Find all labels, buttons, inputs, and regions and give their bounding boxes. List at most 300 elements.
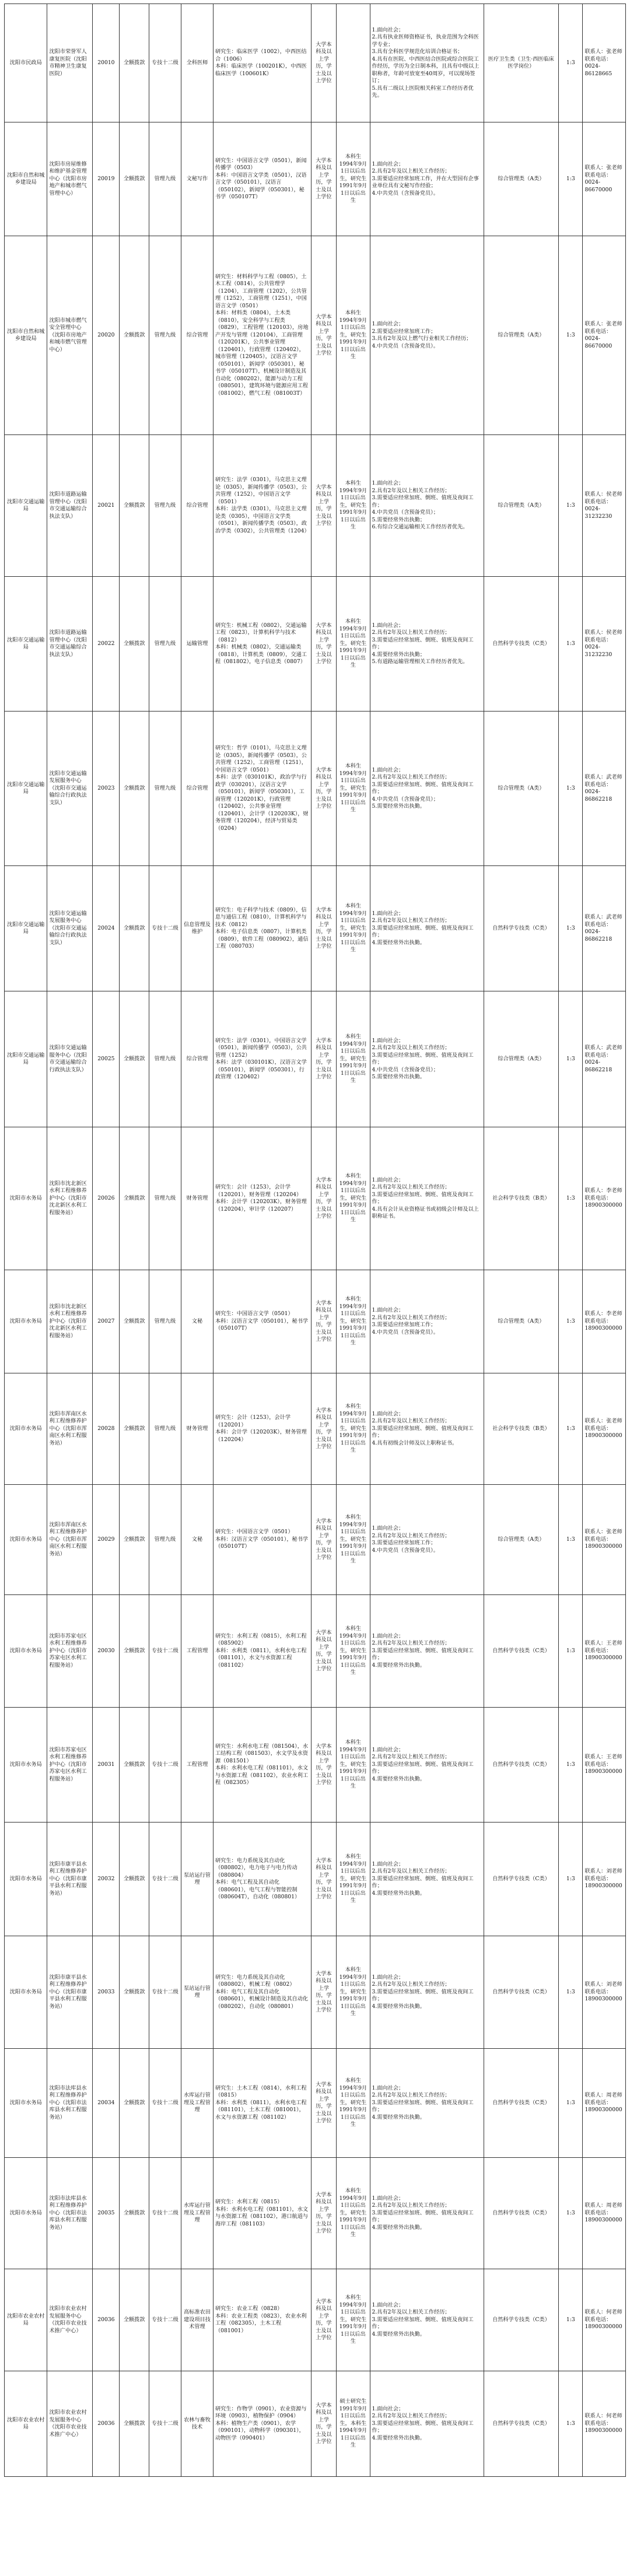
contact-cell-text: 联系人：张老师 联系电话：0024-86670000 — [584, 164, 622, 193]
code-cell-text: 20023 — [97, 784, 115, 791]
dept-cell-text: 沈阳市交通运输局 — [7, 636, 45, 650]
dept-cell — [5, 991, 47, 1127]
contact-cell — [583, 991, 626, 1127]
other-cell-text: 1.面向社会； 2.具有2年及以上相关工作经历； 3.需要适应经常加班工作； 4.中共党员（含预备党员）。 — [372, 1307, 450, 1336]
job-table — [4, 3, 626, 2477]
contact-cell-text: 联系人：张老师 联系电话：0024-86128665 — [584, 48, 622, 77]
code-cell-text: 20019 — [97, 175, 115, 182]
age-cell — [337, 1485, 370, 1595]
other-cell — [370, 1708, 484, 1823]
post-cell — [181, 1485, 213, 1595]
age-cell-text: 本科生1994年9月1日以后出生，研究生1991年9月1日以后出生 — [339, 1033, 368, 1084]
dept-cell — [5, 1708, 47, 1823]
unit-cell-text: 沈阳市康平县水利工程维修养护中心（沈阳市康平县水利工程服务站） — [49, 1860, 87, 1897]
contact-cell-text: 联系人：侯老师 联系电话：0024-31232230 — [584, 629, 622, 658]
unit-cell-text: 沈阳市浑南区水利工程维修养护中心（沈阳市浑南区水利工程服务站） — [49, 1410, 87, 1446]
age-cell — [337, 236, 370, 435]
edu-cell — [311, 577, 337, 712]
unit-cell — [47, 991, 93, 1127]
contact-cell-text: 联系人：王老师 联系电话：18900300000 — [584, 1754, 622, 1775]
unit-cell — [47, 1708, 93, 1823]
dept-cell-text: 沈阳市水务局 — [9, 1425, 42, 1432]
unit-cell-text: 沈阳市沈北新区水利工程维修养护中心（沈阳市沈北新区水利工程服务站） — [49, 1303, 87, 1339]
nature-cell-text: 全额拨款 — [123, 1647, 145, 1654]
code-cell — [93, 435, 120, 577]
dept-cell — [5, 577, 47, 712]
ratio-cell-text: 1:3 — [566, 640, 575, 647]
other-cell-text: 1.面向社会； 2.具有2年及以上相关工作经历； 3.需要适应经常加班、倒班、值班及夜间工作； 4.中共党员（含预备党员）； 5.需要经常外出执勤； 6.有综合交通运输相关工作经历者优先。 — [372, 480, 474, 531]
edu-cell — [311, 1485, 337, 1595]
unit-cell — [47, 2269, 93, 2371]
dept-cell — [5, 1485, 47, 1595]
nature-cell — [120, 2158, 149, 2269]
post-cell-text: 泵站运行管理 — [183, 1871, 211, 1885]
age-cell — [337, 577, 370, 712]
nature-cell-text: 全额拨款 — [123, 2316, 145, 2323]
post-cell-text: 文秘 — [191, 1536, 203, 1543]
edu-cell — [311, 991, 337, 1127]
major-cell — [214, 2158, 312, 2269]
contact-cell-text: 联系人：武老师 联系电话：0024-86862218 — [584, 774, 622, 802]
ratio-cell-text: 1:3 — [566, 175, 575, 182]
exam-cell — [484, 577, 559, 712]
exam-cell-text: 综合管理类（A类） — [498, 1055, 545, 1062]
exam-cell-text: 自然科学专技类（C类） — [492, 2099, 550, 2106]
code-cell — [93, 2269, 120, 2371]
level-cell — [149, 712, 181, 866]
level-cell — [149, 1708, 181, 1823]
edu-cell — [311, 2371, 337, 2477]
level-cell-text: 管理九级 — [154, 1055, 176, 1062]
level-cell — [149, 2269, 181, 2371]
dept-cell — [5, 2049, 47, 2158]
age-cell — [337, 1595, 370, 1708]
dept-cell-text: 沈阳市水务局 — [9, 1317, 42, 1324]
table-row — [5, 122, 626, 236]
dept-cell — [5, 2269, 47, 2371]
ratio-cell-text: 1:3 — [566, 2420, 575, 2427]
exam-cell — [484, 866, 559, 991]
age-cell — [337, 866, 370, 991]
edu-cell — [311, 2269, 337, 2371]
major-cell-text: 研究生：水利工程（0815），水利工程（085902） 本科：水利类（0811），水利水电工程（081101），水文与水资源工程（081102） — [215, 1632, 307, 1669]
major-cell-text: 研究生：材料科学与工程（0805），土木工程（0814），公共管理学（1204），工商管理（1202），公共管理（1252），工商管理（1251），中国语言文学（0501） 本科：材料类（0804），土木类（0810），安全科学与工程类（0829），工程管理（120103），房地产开发与管理（120104），工商管理（120201K），公共事业管理（120401），行政管理（120402），城市管理（120405），汉语言文学（050101），新闻学（050301），秘书学（050107T），机械设计制造及其自动化（080202），能源与动力工程（080501），建筑环境与能源应用工程（081002），燃气工程（081003T） — [215, 273, 309, 397]
exam-cell — [484, 1595, 559, 1708]
code-cell — [93, 1708, 120, 1823]
level-cell-text: 管理九级 — [154, 175, 176, 182]
age-cell — [337, 2269, 370, 2371]
age-cell — [337, 1936, 370, 2049]
contact-cell — [583, 1595, 626, 1708]
ratio-cell — [559, 866, 583, 991]
other-cell — [370, 1595, 484, 1708]
nature-cell — [120, 1823, 149, 1936]
dept-cell-text: 沈阳市交通运输局 — [7, 1052, 45, 1066]
major-cell — [214, 2049, 312, 2158]
other-cell — [370, 2269, 484, 2371]
nature-cell — [120, 712, 149, 866]
dept-cell — [5, 1595, 47, 1708]
unit-cell-text: 沈阳市浑南区水利工程维修养护中心（沈阳市浑南区水利工程服务站） — [49, 1521, 87, 1557]
other-cell-text: 1.面向社会； 2.具有2年及以上相关工作经历； 3.需要适应经常加班、倒班、值班及夜间工作； 4.需要经常外出执勤。 — [372, 2084, 474, 2121]
post-cell — [181, 2371, 213, 2477]
dept-cell-text: 沈阳市自然和城乡建设局 — [7, 328, 45, 342]
code-cell-text: 20036 — [97, 2420, 115, 2427]
contact-cell — [583, 1823, 626, 1936]
age-cell — [337, 1127, 370, 1270]
post-cell-text: 水库运行管理及工程管理 — [183, 2202, 211, 2224]
exam-cell-text: 社会科学专技类（B类） — [492, 1194, 550, 1201]
other-cell — [370, 712, 484, 866]
level-cell-text: 管理九级 — [154, 502, 176, 509]
edu-cell — [311, 712, 337, 866]
exam-cell — [484, 2269, 559, 2371]
job-table-body — [5, 4, 626, 2477]
major-cell-text: 研究生：电力系统及其自动化（080802），电力电子与电力传动（080804） 本科：电气工程及其自动化（080601），电气工程与智能控制（080604T），自动化（080801） — [215, 1857, 300, 1900]
nature-cell-text: 全额拨款 — [123, 1055, 145, 1062]
contact-cell-text: 联系人：武老师 联系电话：0024-86862218 — [584, 914, 622, 942]
other-cell-text: 1.面向社会； 2.具有2年及以上相关工作经历； 3.需要适应经常加班、倒班、值班及夜间工作； 4.中共党员（含预备党员）； 5.需要经常外出执勤。 — [372, 1037, 474, 1080]
unit-cell-text: 沈阳市康平县水利工程维修养护中心（沈阳市康平县水利工程服务站） — [49, 1974, 87, 2010]
post-cell — [181, 1127, 213, 1270]
age-cell-text: 本科生1994年9月1日以后出生，研究生1991年9月1日以后出生 — [339, 480, 368, 531]
edu-cell-text: 大学本科及以上学历，学士及以上学位 — [316, 1743, 332, 1786]
level-cell — [149, 2371, 181, 2477]
unit-cell-text: 沈阳市农业农村发展服务中心（沈阳市农业技术推广中心） — [49, 2409, 87, 2438]
code-cell — [93, 122, 120, 236]
age-cell-text: 本科生1994年9月1日以后出生，研究生1991年9月1日以后出生 — [339, 1853, 368, 1904]
exam-cell — [484, 1936, 559, 2049]
nature-cell-text: 全额拨款 — [123, 1761, 145, 1768]
ratio-cell — [559, 1936, 583, 2049]
edu-cell-text: 大学本科及以上学历，学士及以上学位 — [316, 313, 332, 356]
major-cell — [214, 122, 312, 236]
post-cell-text: 综合管理 — [186, 502, 208, 509]
ratio-cell-text: 1:3 — [566, 1055, 575, 1062]
unit-cell-text: 沈阳市道路运输管理中心（沈阳市交通运输综合执法支队） — [49, 629, 87, 658]
level-cell-text: 专技十二级 — [151, 59, 178, 66]
other-cell — [370, 577, 484, 712]
other-cell-text: 1.面向社会； 2.具有2年及以上相关工作经历； 3.需要适应经常加班、倒班、值班及夜间工作； 4.需要经常外出执勤。 — [372, 1974, 474, 2010]
major-cell-text: 研究生：土木工程（0814），水利工程（0815） 本科：水利类（0811），水利水电工程（081101），土木工程（081001），水文与水资源工程（081102） — [215, 2084, 307, 2121]
ratio-cell-text: 1:3 — [566, 502, 575, 509]
exam-cell-text: 综合管理类（A类） — [498, 331, 545, 338]
unit-cell — [47, 1485, 93, 1595]
table-row — [5, 1127, 626, 1270]
nature-cell-text: 全额拨款 — [123, 784, 145, 791]
nature-cell — [120, 866, 149, 991]
table-row — [5, 4, 626, 122]
level-cell — [149, 122, 181, 236]
other-cell-text: 1.面向社会； 2.具有执业医师资格证书，执业范围为全科医学专业； 3.具有全科医学规范化培训合格证书； 4.具有在医院、中西医结合医院或综合医院工作经历，学历为全日制本科，且具有中级以上职称者，年龄可放宽至40周岁，可以现场签订； 5.具有二级以上医院相关科室工作经历者优先。 — [372, 26, 480, 99]
unit-cell — [47, 1270, 93, 1373]
exam-cell-text: 自然科学专技类（C类） — [492, 924, 550, 931]
code-cell — [93, 1373, 120, 1485]
code-cell — [93, 1823, 120, 1936]
dept-cell — [5, 122, 47, 236]
exam-cell-text: 自然科学专技类（C类） — [492, 2209, 550, 2216]
unit-cell — [47, 2371, 93, 2477]
nature-cell-text: 全额拨款 — [123, 640, 145, 647]
nature-cell — [120, 2269, 149, 2371]
nature-cell — [120, 122, 149, 236]
code-cell — [93, 866, 120, 991]
age-cell — [337, 991, 370, 1127]
exam-cell — [484, 2371, 559, 2477]
post-cell-text: 水库运行管理及工程管理 — [183, 2092, 211, 2114]
post-cell-text: 工程管理 — [186, 1761, 208, 1768]
contact-cell-text: 联系人：周老师 联系电话：18900300000 — [584, 2202, 622, 2224]
level-cell-text: 专技十二级 — [151, 2209, 178, 2216]
post-cell — [181, 2158, 213, 2269]
nature-cell — [120, 1708, 149, 1823]
age-cell-text: 本科生1994年9月1日以后出生，研究生1991年9月1日以后出生 — [339, 2077, 368, 2128]
contact-cell — [583, 435, 626, 577]
exam-cell — [484, 2049, 559, 2158]
nature-cell-text: 全额拨款 — [123, 1317, 145, 1324]
post-cell — [181, 866, 213, 991]
major-cell — [214, 712, 312, 866]
major-cell — [214, 1373, 312, 1485]
post-cell-text: 财务管理 — [186, 1425, 208, 1432]
level-cell-text: 专技十二级 — [151, 1761, 178, 1768]
ratio-cell — [559, 236, 583, 435]
code-cell-text: 20027 — [97, 1317, 115, 1324]
dept-cell — [5, 435, 47, 577]
other-cell — [370, 1373, 484, 1485]
age-cell-text: 本科生1994年9月1日以后出生，研究生1991年9月1日以后出生 — [339, 618, 368, 669]
contact-cell — [583, 2371, 626, 2477]
contact-cell-text: 联系人：何老师 联系电话：18900300000 — [584, 2309, 622, 2330]
table-row — [5, 866, 626, 991]
code-cell — [93, 1485, 120, 1595]
ratio-cell — [559, 991, 583, 1127]
exam-cell-text: 综合管理类（A类） — [498, 784, 545, 791]
edu-cell — [311, 1936, 337, 2049]
nature-cell — [120, 1373, 149, 1485]
code-cell — [93, 236, 120, 435]
edu-cell — [311, 1373, 337, 1485]
post-cell — [181, 1270, 213, 1373]
code-cell — [93, 712, 120, 866]
contact-cell — [583, 1270, 626, 1373]
post-cell — [181, 577, 213, 712]
exam-cell — [484, 1127, 559, 1270]
other-cell — [370, 4, 484, 122]
table-row — [5, 236, 626, 435]
unit-cell-text: 沈阳市房屋维修和维护基金管理中心（沈阳市房地产和城市燃气管理中心） — [49, 160, 87, 197]
other-cell-text: 1.面向社会； 2.具有2年及以上相关工作经历； 3.需要适应经常加班、倒班、值班及夜间工作； 4.需要经常外出执勤。 — [372, 1632, 474, 1669]
nature-cell-text: 全额拨款 — [123, 924, 145, 931]
level-cell — [149, 1270, 181, 1373]
table-row — [5, 1708, 626, 1823]
dept-cell — [5, 1936, 47, 2049]
dept-cell — [5, 1270, 47, 1373]
nature-cell — [120, 4, 149, 122]
code-cell — [93, 991, 120, 1127]
contact-cell — [583, 866, 626, 991]
ratio-cell-text: 1:3 — [566, 2209, 575, 2216]
nature-cell-text: 全额拨款 — [123, 2420, 145, 2427]
level-cell-text: 管理九级 — [154, 331, 176, 338]
unit-cell — [47, 435, 93, 577]
unit-cell — [47, 1936, 93, 2049]
other-cell — [370, 1485, 484, 1595]
nature-cell-text: 全额拨款 — [123, 2209, 145, 2216]
code-cell — [93, 1595, 120, 1708]
major-cell-text: 研究生：作物学（0901），农业资源与环境（0903），植物保护（0904） 本科：植物生产类（0901），农学（090101），动物科学（090301），动物医学（090401） — [215, 2405, 307, 2441]
level-cell — [149, 577, 181, 712]
edu-cell-text: 大学本科及以上学历，学士及以上学位 — [316, 1857, 332, 1900]
major-cell — [214, 866, 312, 991]
other-cell — [370, 2158, 484, 2269]
unit-cell-text: 沈阳市苏家屯区水利工程维修养护中心（沈阳市苏家屯区水利工程服务站） — [49, 1746, 87, 1782]
post-cell — [181, 1708, 213, 1823]
code-cell-text: 20031 — [97, 1761, 115, 1768]
level-cell — [149, 236, 181, 435]
unit-cell — [47, 2049, 93, 2158]
level-cell — [149, 4, 181, 122]
exam-cell-text: 自然科学专技类（C类） — [492, 1988, 550, 1995]
level-cell-text: 管理九级 — [154, 1425, 176, 1432]
major-cell-text: 研究生：中国语言文学（0501），新闻传播学（0503） 本科：中国语言文学类（0501），汉语言文学（050101），汉语言（050102），新闻学（050301），秘书学（050107T） — [215, 157, 307, 200]
contact-cell — [583, 2158, 626, 2269]
dept-cell-text: 沈阳市民政局 — [9, 59, 42, 66]
age-cell — [337, 2371, 370, 2477]
ratio-cell — [559, 2049, 583, 2158]
contact-cell — [583, 122, 626, 236]
major-cell-text: 研究生：会计（1253），会计学（120201） 本科：会计学（120203K），财务管理（120204） — [215, 1414, 307, 1443]
edu-cell-text: 大学本科及以上学历，学士及以上学位 — [316, 157, 332, 200]
table-row — [5, 712, 626, 866]
age-cell — [337, 1270, 370, 1373]
post-cell — [181, 4, 213, 122]
contact-cell-text: 联系人：王老师 联系电话：18900300000 — [584, 1640, 622, 1662]
edu-cell-text: 大学本科及以上学历，学士及以上学位 — [316, 1517, 332, 1561]
unit-cell-text: 沈阳市荣誉军人康复医院（沈阳市精神卫生康复医院） — [49, 48, 87, 77]
code-cell — [93, 1270, 120, 1373]
ratio-cell — [559, 1708, 583, 1823]
major-cell — [214, 1485, 312, 1595]
code-cell-text: 20030 — [97, 1647, 115, 1654]
other-cell-text: 1.面向社会； 2.具有2年及以上相关工作经历； 3.需要适应经常加班工作； 4.中共党员（含预备党员）。 — [372, 1525, 450, 1554]
table-row — [5, 1485, 626, 1595]
age-cell-text: 本科生1994年9月1日以后出生，研究生1991年9月1日以后出生 — [339, 2294, 368, 2345]
post-cell — [181, 236, 213, 435]
dept-cell-text: 沈阳市水务局 — [9, 1875, 42, 1882]
ratio-cell-text: 1:3 — [566, 1194, 575, 1201]
age-cell-text: 本科生1994年9月1日以后出生，研究生1991年9月1日以后出生 — [339, 1739, 368, 1790]
table-row — [5, 2158, 626, 2269]
post-cell-text: 综合管理 — [186, 331, 208, 338]
contact-cell-text: 联系人：张老师 联系电话：18900300000 — [584, 1529, 622, 1550]
contact-cell-text: 联系人：张老师 联系电话：18900300000 — [584, 1418, 622, 1439]
major-cell-text: 研究生：机械工程（0802），交通运输工程（0823），计算机科学与技术（0812） 本科：机械类（0802），交通运输类（0818），计算机类（0809），交通工程（081802），电子信息类（0807） — [215, 622, 307, 665]
contact-cell — [583, 1708, 626, 1823]
ratio-cell — [559, 4, 583, 122]
exam-cell-text: 自然科学专技类（C类） — [492, 2420, 550, 2427]
other-cell-text: 1.面向社会； 2.具有2年及以上相关工作经历； 3.需要适应经常加班、倒班、值班及夜间工作； 4.需要经常外出执勤。 — [372, 910, 474, 946]
dept-cell — [5, 712, 47, 866]
other-cell — [370, 1270, 484, 1373]
post-cell-text: 高标准农田建设项目技术管理 — [183, 2309, 211, 2330]
level-cell — [149, 2158, 181, 2269]
code-cell — [93, 1127, 120, 1270]
dept-cell — [5, 1127, 47, 1270]
other-cell-text: 1.面向社会； 2.具有2年及以上相关工作经历； 3.需要适应经常加班、倒班、值班及夜间工作； 4.需要经常外出执勤； 5.有道路运输管理相关工作经历者优先。 — [372, 622, 474, 665]
level-cell — [149, 1823, 181, 1936]
major-cell-text: 研究生：电力系统及其自动化（080802），机械工程（0802） 本科：电气工程及其自动化（080601），机械设计制造及其自动化（080202），自动化（080801） — [215, 1974, 309, 2010]
exam-cell-text: 综合管理类（A类） — [498, 175, 545, 182]
contact-cell-text: 联系人：周老师 联系电话：18900300000 — [584, 2092, 622, 2114]
ratio-cell — [559, 2158, 583, 2269]
age-cell-text: 本科生1994年9月1日以后出生，研究生1991年9月1日以后出生 — [339, 1967, 368, 2017]
dept-cell-text: 沈阳市农业农村局 — [7, 2312, 45, 2326]
dept-cell-text: 沈阳市农业农村局 — [7, 2416, 45, 2430]
age-cell — [337, 1373, 370, 1485]
table-row — [5, 1936, 626, 2049]
level-cell-text: 管理九级 — [154, 1536, 176, 1543]
other-cell — [370, 866, 484, 991]
ratio-cell — [559, 712, 583, 866]
other-cell-text: 1.面向社会； 2.具有2年及以上相关工作经历； 3.需要适应经常加班工作，并在大型国有企事业单位具有文秘写作经验； 4.中共党员（含预备党员）。 — [372, 160, 479, 197]
age-cell-text: 本科生1994年9月1日以后出生，研究生1991年9月1日以后出生 — [339, 1514, 368, 1565]
level-cell — [149, 1127, 181, 1270]
contact-cell — [583, 1127, 626, 1270]
dept-cell — [5, 2371, 47, 2477]
unit-cell-text: 沈阳市苏家屯区水利工程维修养护中心（沈阳市苏家屯区水利工程服务站） — [49, 1632, 87, 1669]
exam-cell — [484, 1270, 559, 1373]
edu-cell-text: 大学本科及以上学历，学士及以上学位 — [316, 622, 332, 665]
nature-cell — [120, 2371, 149, 2477]
unit-cell-text: 沈阳市城市燃气安全管理中心（沈阳市房地产和城市燃气管理中心） — [49, 317, 87, 353]
contact-cell-text: 联系人：刘老师 联系电话：18900300000 — [584, 1981, 622, 2003]
contact-cell-text: 联系人：武老师 联系电话：0024-86862218 — [584, 1045, 622, 1073]
exam-cell-text: 综合管理类（A类） — [498, 1317, 545, 1324]
code-cell-text: 20035 — [97, 2209, 115, 2216]
post-cell — [181, 712, 213, 866]
edu-cell — [311, 122, 337, 236]
contact-cell — [583, 2269, 626, 2371]
ratio-cell-text: 1:3 — [566, 331, 575, 338]
edu-cell — [311, 866, 337, 991]
post-cell-text: 泵站运行管理 — [183, 1985, 211, 1999]
unit-cell-text: 沈阳市交通运输发展服务中心（沈阳市交通运输综合行政执法支队） — [49, 910, 87, 946]
major-cell-text: 研究生：中国语言文学（0501） 本科：汉语言文学（050101），秘书学（050107T） — [215, 1529, 309, 1550]
major-cell-text: 研究生：法学（0301），马克思主义理论（0305），新闻传播学（0503），公共管理（1252），中国语言文学（0501） 本科：法学类（0301），马克思主义理论类（0305），中国语言文学类（0501），新闻传播学类（0503），政治学类（0302），公共管理类（1204） — [215, 476, 310, 534]
post-cell — [181, 1373, 213, 1485]
code-cell-text: 20036 — [97, 2316, 115, 2323]
dept-cell-text: 沈阳市自然和城乡建设局 — [7, 171, 45, 185]
nature-cell-text: 全额拨款 — [123, 1875, 145, 1882]
post-cell — [181, 122, 213, 236]
contact-cell — [583, 4, 626, 122]
ratio-cell — [559, 1595, 583, 1708]
edu-cell — [311, 1823, 337, 1936]
other-cell — [370, 2049, 484, 2158]
code-cell-text: 20034 — [97, 2099, 115, 2106]
edu-cell — [311, 1270, 337, 1373]
level-cell-text: 专技十二级 — [151, 2420, 178, 2427]
edu-cell-text: 大学本科及以上学历，学士及以上学位 — [316, 1407, 332, 1450]
post-cell-text: 信息管理及维护 — [183, 921, 211, 935]
level-cell — [149, 1936, 181, 2049]
dept-cell-text: 沈阳市水务局 — [9, 1194, 42, 1201]
nature-cell-text: 全额拨款 — [123, 502, 145, 509]
code-cell-text: 20032 — [97, 1875, 115, 1882]
contact-cell — [583, 712, 626, 866]
unit-cell — [47, 4, 93, 122]
